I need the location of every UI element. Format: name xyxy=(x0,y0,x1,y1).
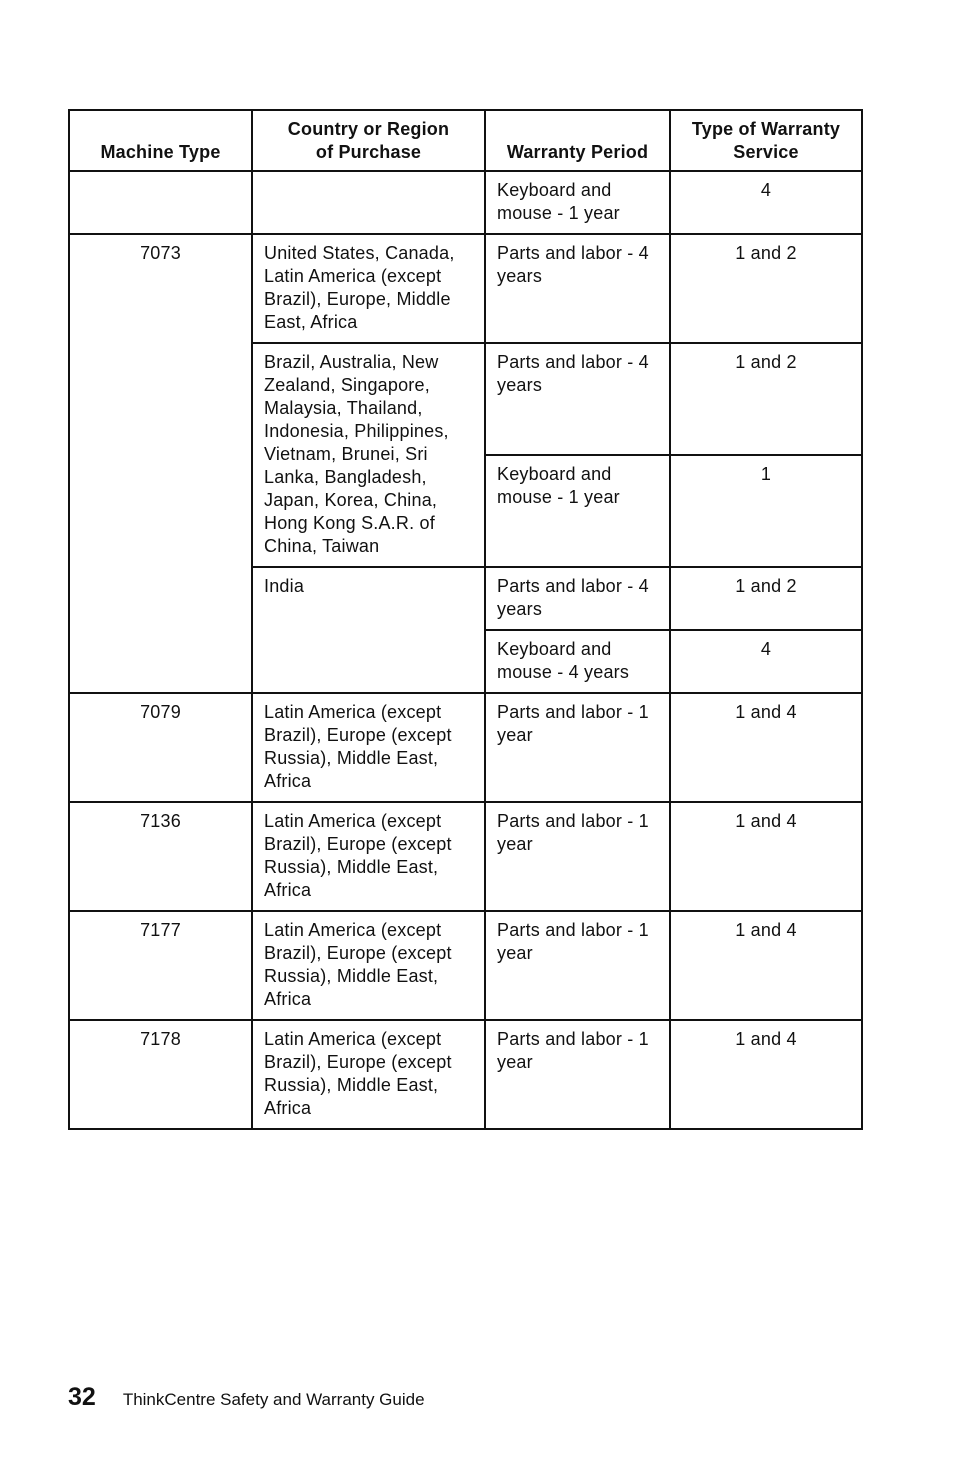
service-type-cell: 1 and 4 xyxy=(670,1020,862,1129)
warranty-period-cell xyxy=(485,567,670,630)
country-line: Lanka, Bangladesh, xyxy=(264,467,427,487)
country-line: Indonesia, Philippines, xyxy=(264,421,449,441)
period-line: year xyxy=(497,943,533,963)
warranty-period-cell xyxy=(485,171,670,234)
period-line: Keyboard and xyxy=(497,180,612,200)
period-line: year xyxy=(497,1052,533,1072)
period-line: Parts and labor - 1 xyxy=(497,1029,649,1049)
country-line: Africa xyxy=(264,1098,312,1118)
warranty-period-cell xyxy=(485,693,670,802)
country-cell xyxy=(252,1020,485,1129)
period-line: mouse - 4 years xyxy=(497,662,630,682)
service-type-cell: 1 and 2 xyxy=(670,343,862,455)
service-type-cell: 4 xyxy=(670,630,862,693)
country-cell xyxy=(252,802,485,911)
header-warranty-period xyxy=(485,110,670,171)
header-machine-type xyxy=(69,110,252,171)
period-line: Parts and labor - 1 xyxy=(497,920,649,940)
header-warranty-period-label: Warranty Period xyxy=(506,142,649,162)
country-line: Africa xyxy=(264,880,312,900)
period-line: Parts and labor - 4 xyxy=(497,576,649,596)
country-cell xyxy=(252,171,485,234)
table-body xyxy=(69,171,862,1129)
country-cell xyxy=(252,911,485,1020)
machine-type-cell: 7136 xyxy=(69,802,252,911)
service-type-cell: 1 and 2 xyxy=(670,567,862,630)
country-line: Brazil), Europe (except xyxy=(264,725,452,745)
machine-type-cell: 7079 xyxy=(69,693,252,802)
country-line: Brazil), Europe (except xyxy=(264,943,452,963)
service-type-cell: 1 and 2 xyxy=(670,234,862,343)
warranty-period-cell xyxy=(485,630,670,693)
machine-type-cell: 7073 xyxy=(69,234,252,693)
country-line: Brazil, Australia, New xyxy=(264,352,439,372)
machine-type-cell: 7177 xyxy=(69,911,252,1020)
period-line: years xyxy=(497,599,543,619)
table-row xyxy=(69,693,862,802)
country-line: Africa xyxy=(264,771,312,791)
period-line: Parts and labor - 4 xyxy=(497,352,649,372)
page-number: 32 xyxy=(68,1383,96,1411)
service-type-cell: 1 xyxy=(670,455,862,567)
machine-type-cell xyxy=(69,171,252,234)
country-line: Latin America (except xyxy=(264,811,442,831)
header-service-type xyxy=(670,110,862,171)
country-line: Latin America (except xyxy=(264,920,442,940)
warranty-period-cell xyxy=(485,343,670,455)
header-country-line1: Country or Region xyxy=(287,119,450,139)
country-line: Latin America (except xyxy=(264,266,442,286)
header-machine-type-label: Machine Type xyxy=(100,142,221,162)
period-line: years xyxy=(497,266,543,286)
table-row xyxy=(69,911,862,1020)
period-line: Keyboard and xyxy=(497,464,612,484)
warranty-period-cell xyxy=(485,802,670,911)
country-line: Hong Kong S.A.R. of xyxy=(264,513,435,533)
country-line: Japan, Korea, China, xyxy=(264,490,438,510)
table-row xyxy=(69,1020,862,1129)
header-service-line2: Service xyxy=(733,142,799,162)
period-line: year xyxy=(497,834,533,854)
period-line: year xyxy=(497,725,533,745)
period-line: Keyboard and xyxy=(497,639,612,659)
header-country xyxy=(252,110,485,171)
country-line: Latin America (except xyxy=(264,1029,442,1049)
country-cell xyxy=(252,234,485,343)
period-line: mouse - 1 year xyxy=(497,203,620,223)
country-line: Russia), Middle East, xyxy=(264,748,439,768)
country-cell xyxy=(252,343,485,567)
document-title: ThinkCentre Safety and Warranty Guide xyxy=(122,1390,425,1409)
table-row xyxy=(69,171,862,234)
warranty-period-cell xyxy=(485,911,670,1020)
country-line: China, Taiwan xyxy=(264,536,380,556)
machine-type-cell: 7178 xyxy=(69,1020,252,1129)
country-line: Vietnam, Brunei, Sri xyxy=(264,444,428,464)
country-cell xyxy=(252,693,485,802)
country-line: Latin America (except xyxy=(264,702,442,722)
country-line: Russia), Middle East, xyxy=(264,966,439,986)
country-line: Africa xyxy=(264,989,312,1009)
service-type-cell: 1 and 4 xyxy=(670,693,862,802)
service-type-cell: 1 and 4 xyxy=(670,911,862,1020)
header-country-line2: of Purchase xyxy=(315,142,422,162)
table-header xyxy=(69,110,862,171)
country-line: Brazil), Europe, Middle xyxy=(264,289,451,309)
period-line: Parts and labor - 1 xyxy=(497,811,649,831)
country-line: United States, Canada, xyxy=(264,243,455,263)
warranty-table xyxy=(68,109,863,1130)
period-line: Parts and labor - 4 xyxy=(497,243,649,263)
service-type-cell: 4 xyxy=(670,171,862,234)
period-line: mouse - 1 year xyxy=(497,487,620,507)
warranty-period-cell xyxy=(485,234,670,343)
table-row xyxy=(69,234,862,343)
table-row xyxy=(69,802,862,911)
country-line: Russia), Middle East, xyxy=(264,1075,439,1095)
service-type-cell: 1 and 4 xyxy=(670,802,862,911)
country-line: Brazil), Europe (except xyxy=(264,834,452,854)
period-line: years xyxy=(497,375,543,395)
country-line: Zealand, Singapore, xyxy=(264,375,430,395)
country-line: Malaysia, Thailand, xyxy=(264,398,423,418)
warranty-period-cell xyxy=(485,455,670,567)
page-footer xyxy=(68,1383,425,1415)
period-line: Parts and labor - 1 xyxy=(497,702,649,722)
country-line: East, Africa xyxy=(264,312,358,332)
warranty-period-cell xyxy=(485,1020,670,1129)
header-service-line1: Type of Warranty xyxy=(691,119,841,139)
header-row xyxy=(69,110,862,171)
country-line: Russia), Middle East, xyxy=(264,857,439,877)
country-cell: India xyxy=(252,567,485,693)
country-line: Brazil), Europe (except xyxy=(264,1052,452,1072)
